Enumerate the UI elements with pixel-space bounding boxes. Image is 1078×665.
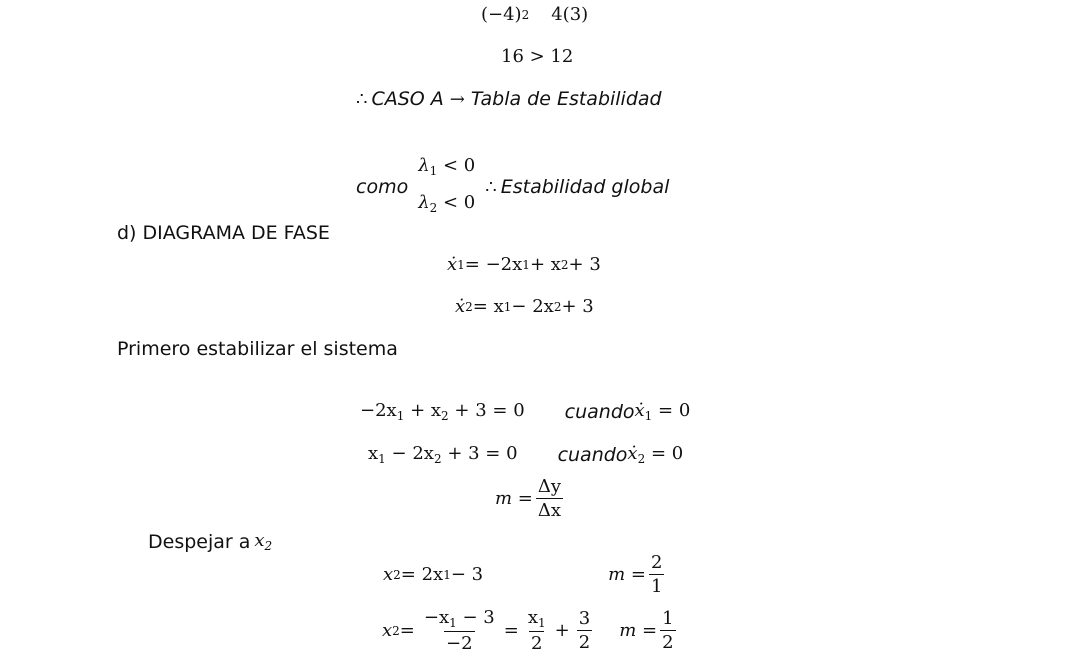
eigenvalue-1: $\lambda_1 < 0$	[418, 155, 476, 178]
como-word: como	[356, 176, 409, 198]
comparison-left: (−4)	[481, 4, 522, 25]
fraction-x1-half: $\frac{x_1}{2}$	[527, 607, 546, 654]
equation-x1-dot: ẋ 1 = −2x 1 + x 2 + 3	[447, 254, 601, 275]
slope-definition: m = $\frac{\Delta y}{\Delta x}$	[495, 476, 562, 521]
stability-result: Estabilidad global	[500, 176, 670, 198]
therefore-symbol-2: ∴	[485, 176, 497, 198]
system-equation-2: $x_1 - 2x_2 + 3 = 0$ cuando ẋ$_2$ = 0	[368, 443, 684, 466]
comparison-exponent: 2	[521, 7, 530, 22]
cuando-word-1: cuando	[564, 400, 635, 423]
inequality-line	[501, 46, 573, 67]
arrow-symbol: →	[449, 88, 465, 110]
solution-line-2: x 2 = $\frac{-x_1 - 3}{-2}$ = $\frac{x_1}{2}$ + $\frac{3}{2}$ m = $\frac{1}{2}$	[382, 607, 674, 654]
comparison-line	[481, 4, 588, 25]
section-heading: d) DIAGRAMA DE FASE	[117, 222, 330, 244]
case-line	[356, 88, 662, 110]
equation-x2-dot: ẋ 2 = x 1 − 2x 2 + 3	[455, 296, 594, 317]
solution-line-1: x 2 = 2x 1 − 3 m = $\frac{2}{1}$	[383, 552, 663, 597]
stabilize-instruction: Primero estabilizar el sistema	[117, 338, 398, 360]
slope-fraction-2: $\frac{1}{2}$	[662, 608, 674, 653]
stability-line	[356, 150, 669, 224]
slope-fraction-1: $\frac{2}{1}$	[651, 552, 663, 597]
slope-fraction: $\frac{\Delta y}{\Delta x}$	[537, 476, 562, 521]
cuando-word-2: cuando	[557, 443, 628, 466]
eigenvalue-stack	[418, 150, 475, 224]
eigenvalue-2: $\lambda_2 < 0$	[418, 192, 476, 215]
solve-for-instruction: Despejar a $x_2$	[148, 530, 273, 553]
fraction-neg-x1: $\frac{-x_1 - 3}{-2}$	[423, 607, 495, 654]
table-label: Tabla de Estabilidad	[470, 88, 662, 110]
therefore-symbol: ∴	[356, 88, 368, 110]
system-equation-1: $-2x_1 + x_2 + 3 = 0$ cuando ẋ$_1$ = 0	[360, 400, 691, 423]
fraction-three-half: $\frac{3}{2}$	[578, 608, 591, 653]
inequality-text: 16 > 12	[501, 46, 574, 67]
comparison-right: 4(3)	[551, 4, 589, 25]
case-label: CASO A	[371, 88, 444, 110]
